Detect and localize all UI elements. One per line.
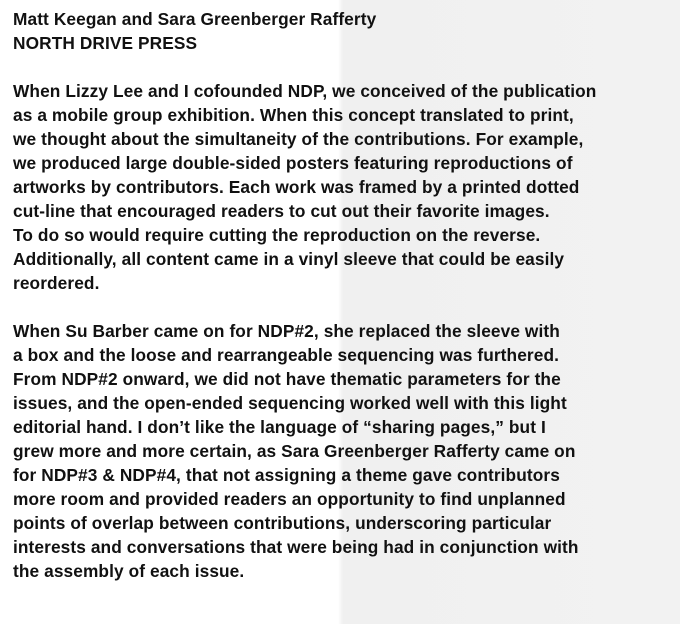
paragraph-line: Additionally, all content came in a vinyl sleeve that could be easily <box>13 249 565 269</box>
paragraph-line: a box and the loose and rearrangeable sequencing was furthered. <box>13 345 560 365</box>
paragraph-line: When Lizzy Lee and I cofounded NDP, we conceived of the publication <box>13 81 597 101</box>
authors-line: Matt Keegan and Sara Greenberger Rafferty <box>13 9 377 29</box>
paragraph-line: interests and conversations that were being had in conjunction with <box>13 537 579 557</box>
paragraph-spacer <box>13 295 677 319</box>
publication-name: NORTH DRIVE PRESS <box>13 33 198 53</box>
paragraph-line: points of overlap between contributions, underscoring particular <box>13 513 552 533</box>
paragraph-line: When Su Barber came on for NDP#2, she replaced the sleeve with <box>13 321 560 341</box>
paragraph-line: we produced large double-sided posters featuring reproductions of <box>13 153 573 173</box>
paragraph-line: To do so would require cutting the reproduction on the reverse. <box>13 225 541 245</box>
paragraph-line: reordered. <box>13 273 100 293</box>
text-page <box>13 7 677 583</box>
paragraph-line: issues, and the open-ended sequencing worked well with this light <box>13 393 567 413</box>
paragraph-line: cut-line that encouraged readers to cut out their favorite images. <box>13 201 550 221</box>
header <box>13 7 677 55</box>
paragraph-line: artworks by contributors. Each work was framed by a printed dotted <box>13 177 580 197</box>
paragraph-line: grew more and more certain, as Sara Greenberger Rafferty came on <box>13 441 576 461</box>
paragraph-line: as a mobile group exhibition. When this concept translated to print, <box>13 105 574 125</box>
paragraph-line: editorial hand. I don’t like the language of “sharing pages,” but I <box>13 417 546 437</box>
paragraph-line: From NDP#2 onward, we did not have thematic parameters for the <box>13 369 561 389</box>
paragraph-line: the assembly of each issue. <box>13 561 245 581</box>
paragraph-line: more room and provided readers an opportunity to find unplanned <box>13 489 566 509</box>
paragraph-line: we thought about the simultaneity of the contributions. For example, <box>13 129 584 149</box>
paragraph-2 <box>13 319 677 583</box>
paragraph-1 <box>13 79 677 295</box>
paragraph-line: for NDP#3 & NDP#4, that not assigning a theme gave contributors <box>13 465 560 485</box>
paragraph-spacer <box>13 55 677 79</box>
